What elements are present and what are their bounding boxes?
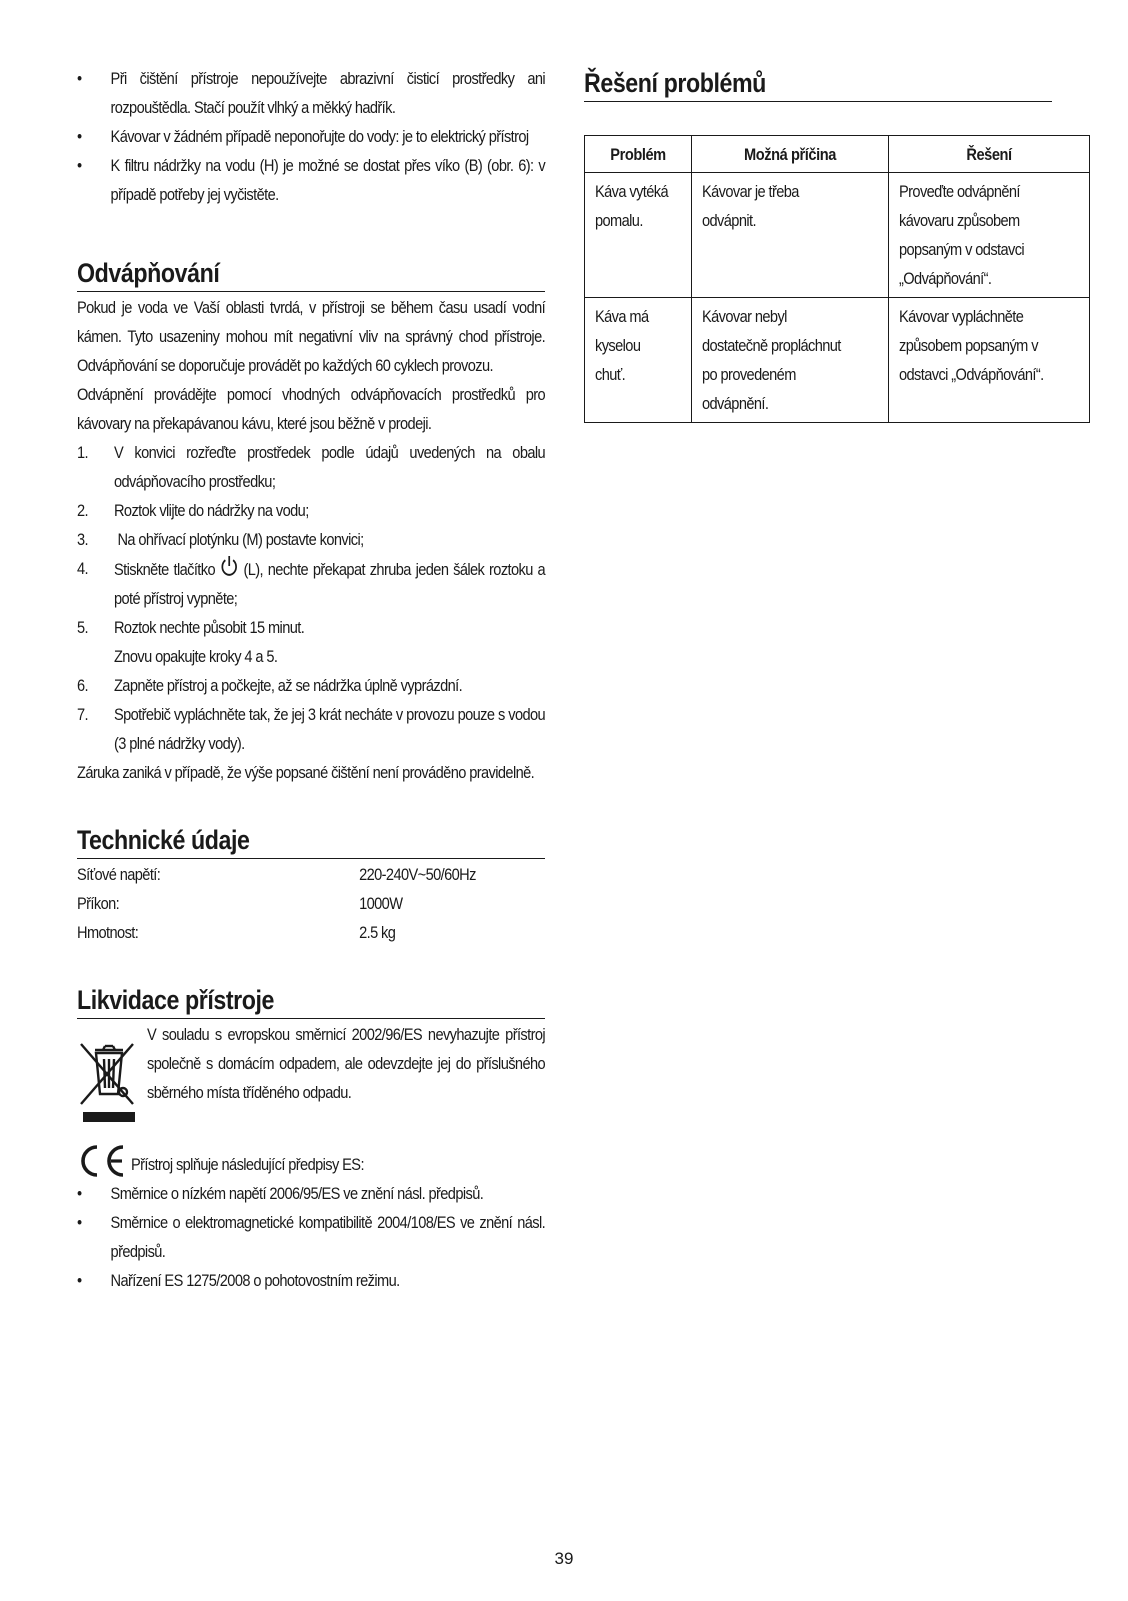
table-header-row — [585, 136, 1090, 173]
technical-row: Síťové napětí: 220-240V~50/60Hz — [77, 865, 476, 884]
list-item: 4. Stiskněte tlačítko (L), nechte překapat zhruba jeden šálek roztoku a poté přístroj vypněte; — [77, 554, 545, 613]
ce-mark-icon — [77, 1143, 129, 1179]
column-header: Problém — [585, 136, 692, 173]
list-item: • K filtru nádržky na vodu (H) je možné se dostat přes víko (B) (obr. 6): v případě potřeby jej vyčistěte. — [77, 151, 545, 209]
disposal-block — [77, 1020, 545, 1107]
technical-data-list — [77, 860, 545, 947]
page-number: 39 — [554, 1549, 574, 1568]
descaling-heading-rule — [77, 256, 545, 292]
list-item: 5. Roztok nechte působit 15 minut. Znovu opakujte kroky 4 a 5. — [77, 618, 305, 666]
table-cell: Káva má kyselou chuť. — [585, 298, 692, 423]
directive-list — [77, 1179, 545, 1295]
table-cell: Kávovar nebyl dostatečně propláchnut po provedeném odvápnění. — [692, 298, 889, 423]
disposal-heading-rule — [77, 983, 545, 1019]
troubleshooting-heading-rule — [584, 66, 1052, 102]
table-row — [585, 173, 1090, 298]
descaling-intro-1: Pokud je voda ve Vaší oblasti tvrdá, v přístroji se během času usadí vodní kámen. Tyto usazeniny mohou mít negativní vliv na správný chod přístroje. Odvápňování se doporučuje provádět po každých 60 cyklech provozu. — [77, 298, 546, 375]
technical-heading-rule — [77, 823, 545, 859]
troubleshooting-heading: Řešení problémů — [584, 68, 766, 98]
column-header: Možná příčina — [692, 136, 889, 173]
list-item: • Směrnice o nízkém napětí 2006/95/ES ve znění násl. předpisů. — [77, 1179, 545, 1208]
ce-compliance-line — [77, 1143, 545, 1179]
list-item: 2. Roztok vlijte do nádržky na vodu; — [77, 501, 309, 520]
list-item: • Při čištění přístroje nepoužívejte abrazivní čisticí prostředky ani rozpouštědla. Stačí použít vlhký a měkký hadřík. — [77, 64, 545, 122]
technical-row: Hmotnost: 2.5 kg — [77, 923, 396, 942]
list-item: 6. Zapněte přístroj a počkejte, až se nádržka úplně vyprázdní. — [77, 676, 463, 695]
table-cell: Káva vytéká pomalu. — [585, 173, 692, 298]
technical-row: Příkon: 1000W — [77, 894, 403, 913]
list-item: • Směrnice o elektromagnetické kompatibilitě 2004/108/ES ve znění násl. předpisů. — [77, 1208, 545, 1266]
descaling-intro-2: Odvápnění provádějte pomocí vhodných odvápňovacích prostředků pro kávovary na překapávanou kávu, které jsou běžně v prodeji. — [77, 385, 546, 433]
cleaning-bullet-list — [77, 64, 545, 209]
warranty-note: Záruka zaniká v případě, že výše popsané čištění není prováděno pravidelně. — [77, 763, 535, 782]
ce-text: Přístroj splňuje následující předpisy ES: — [131, 1155, 364, 1174]
list-item: 3. Na ohřívací plotýnku (M) postavte konvici; — [77, 530, 364, 549]
right-column — [584, 64, 1052, 423]
troubleshooting-table — [584, 135, 1090, 423]
list-item: 1. V konvici rozřeďte prostředek podle údajů uvedených na obalu odvápňovacího prostředku; — [77, 443, 546, 491]
column-header: Řešení — [889, 136, 1090, 173]
table-row — [585, 298, 1090, 423]
disposal-text: V souladu s evropskou směrnicí 2002/96/ES nevyhazujte přístroj společně s domácím odpadem, ale odevzdejte jej do příslušného sběrného místa tříděného odpadu. — [147, 1025, 546, 1102]
crossed-bin-icon — [77, 1026, 135, 1126]
descaling-heading: Odvápňování — [77, 258, 220, 288]
list-item: • Kávovar v žádném případě neponořujte do vody: je to elektrický přístroj — [77, 122, 545, 151]
table-cell: Kávovar je třeba odvápnit. — [692, 173, 889, 298]
table-cell: Kávovar vypláchněte způsobem popsaným v odstavci „Odvápňování“. — [889, 298, 1090, 423]
table-cell: Proveďte odvápnění kávovaru způsobem popsaným v odstavci „Odvápňování“. — [889, 173, 1090, 298]
list-item: • Nařízení ES 1275/2008 o pohotovostním režimu. — [77, 1266, 545, 1295]
list-item: 7. Spotřebič vypláchněte tak, že jej 3 krát necháte v provozu pouze s vodou (3 plné nádržky vody). — [77, 705, 546, 753]
technical-heading: Technické údaje — [77, 825, 250, 855]
power-icon — [220, 554, 239, 578]
disposal-heading: Likvidace přístroje — [77, 985, 275, 1015]
descaling-section — [77, 293, 545, 787]
left-column — [77, 64, 545, 1295]
descaling-steps — [77, 438, 545, 758]
